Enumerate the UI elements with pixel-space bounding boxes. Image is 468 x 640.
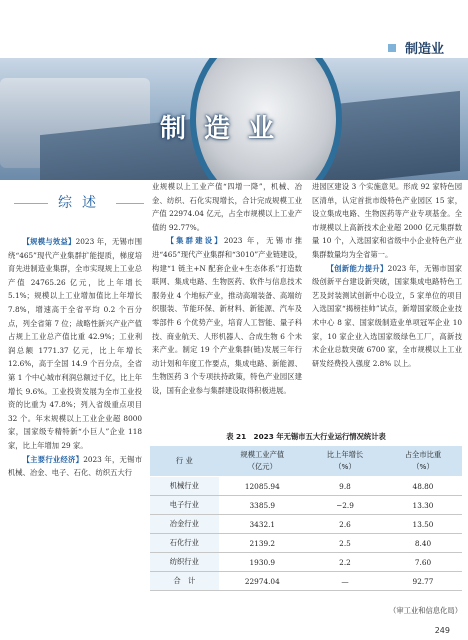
table-cell: 48.80 xyxy=(384,477,462,496)
table-cell: — xyxy=(306,572,384,591)
table-cell: 22974.04 xyxy=(219,572,306,591)
table-cell: 2.5 xyxy=(306,534,384,553)
author-signature: （审工业和信息化局） xyxy=(389,606,462,615)
page-number: 249 xyxy=(434,626,450,635)
page-header xyxy=(0,0,468,58)
table-cell: 电子行业 xyxy=(150,496,219,515)
table-header-cell: 比上年增长 （%） xyxy=(306,446,384,477)
paragraph-tag: 【主要行业经济】 xyxy=(22,454,84,464)
paragraph-continued: 业规模以上工业产值“四增一降”，机械、冶金、纺织、石化实现增长，合计完成规模工业产值 22974.04 亿元，占全市规模以上工业产值的 92.77%。 xyxy=(152,182,302,232)
column-left xyxy=(8,235,142,480)
paragraph-tag: 【创新能力提升】 xyxy=(326,263,388,273)
table-cell: 2139.2 xyxy=(219,534,306,553)
paragraph-tag: 【集群建设】 xyxy=(166,236,224,246)
column-middle xyxy=(152,180,302,398)
table-cell: 纺织行业 xyxy=(150,553,219,572)
overview-heading xyxy=(0,180,148,232)
industry-stats-table xyxy=(150,446,462,591)
hero-title: 制造业 xyxy=(160,114,293,144)
table-cell: −2.9 xyxy=(306,496,384,515)
paragraph-text: 2023 年，无锡市机械、冶金、电子、石化、纺织五大行 xyxy=(8,454,142,478)
table-cell: 7.60 xyxy=(384,553,462,572)
table-cell: 13.30 xyxy=(384,496,462,515)
table-cell: 13.50 xyxy=(384,515,462,534)
table-row xyxy=(150,534,462,553)
section-title: 制造业 xyxy=(404,42,444,57)
table-cell: 92.77 xyxy=(384,572,462,591)
table-total-row xyxy=(150,572,462,591)
paragraph-scale-benefit xyxy=(8,235,142,453)
hero-banner-image xyxy=(0,58,468,180)
table-row xyxy=(150,553,462,572)
table-cell: 机械行业 xyxy=(150,477,219,496)
table-title: 表 21 2023 年无锡市五大行业运行情况统计表 xyxy=(226,432,386,441)
table-row xyxy=(150,515,462,534)
paragraph-text: 2023 年，无锡市推进“465”现代产业集群和“3010”产业链建设，构建“1 链主+N 配套企业+生态体系”打造数联网、集成电路、生物医药、软件与信息技术服务业 4 个地标产业，推动高端装备、高端纺织服装、节能环保、新材料、新能源、汽车及零部件 6 个优势产业，培育人工智能、量子科技、商业航天、人形机器人、合成生物 6 个未来产业。制定 19 个产业集群(链)发展三年行动计划和年度工作要点，集成电路、新能源、生物医药 3 个专项扶持政策，特色产业园区建设，国有企业参与集群建设取得积极进展。 xyxy=(152,236,303,395)
paragraph-text: 2023 年，无锡市围绕“465”现代产业集群扩能提质，梯度培育先进制造业集群，全市实现规上工业总产值 24765.26 亿元，比上年增长 5.1%；规模以上工业增加值比上年增长 7.8%，增速高于全省平均 0.2 个百分点，列全省第 7 位；战略性新兴产业产值占规上工业总产值比重 42.9%；工业利润总额 1771.37 亿元，比上年增长 12.6%，高于全国 14.9 个百分点，全省第 1 个中心城市利润总额过千亿，比上年增长 9.6%。工业投资发展为全市工业投资的比重为 47.8%；列入省级重点项目 32 个。年末规模以上工业企业超 8000 家，国家级专精特新“小巨人”企业 118 家，比上年增加 29 家。 xyxy=(8,237,142,450)
header-accent-square xyxy=(388,44,396,52)
paragraph-continued: 进园区建设 3 个实施意见。形成 92 家特色园区清单，认定首批市级特色产业园区 15 家，设立集成电路、生物医药等产业专项基金。全市规模以上高新技术企业超 2000 亿元集群数量 10 个，入选国家和省级中小企业特色产业集群数量均为全省第一。 xyxy=(312,182,462,259)
table-header-cell: 规模工业产值 （亿元） xyxy=(219,446,306,477)
table-cell: 12085.94 xyxy=(219,477,306,496)
table-cell: 9.8 xyxy=(306,477,384,496)
paragraph-main-industries xyxy=(8,453,142,480)
table-cell: 1930.9 xyxy=(219,553,306,572)
paragraph-innovation xyxy=(312,262,462,371)
table-row xyxy=(150,477,462,496)
overview-title: 综述 xyxy=(48,192,116,212)
table-cell: 3385.9 xyxy=(219,496,306,515)
table-cell: 合 计 xyxy=(150,572,219,591)
table-header-cell: 行 业 xyxy=(150,446,219,477)
paragraph-tag: 【规模与效益】 xyxy=(22,237,76,246)
table-cell: 冶金行业 xyxy=(150,515,219,534)
paragraph-cluster-building xyxy=(152,234,302,397)
column-right xyxy=(312,180,462,370)
table-cell: 8.40 xyxy=(384,534,462,553)
table-header-row xyxy=(150,446,462,477)
table-cell: 2.2 xyxy=(306,553,384,572)
table-cell: 2.6 xyxy=(306,515,384,534)
table-cell: 3432.1 xyxy=(219,515,306,534)
table-header-cell: 占全市比重 （%） xyxy=(384,446,462,477)
paragraph-text: 2023 年，无锡市国家级创新平台建设新突破，国家集成电路特色工艺及封装测试创新中心设立，5 家单位的项目入选国家“揭榜挂帅”试点，新增国家级企业技术中心 8 家、国家级制造业单项冠军企业 10 家，10 家企业入选国家级绿色工厂，高新技术企业总数突破 6700 家，全市规模以上工业研发经费投入强度 2.8% 以上。 xyxy=(312,263,463,368)
table-cell: 石化行业 xyxy=(150,534,219,553)
table-row xyxy=(150,496,462,515)
